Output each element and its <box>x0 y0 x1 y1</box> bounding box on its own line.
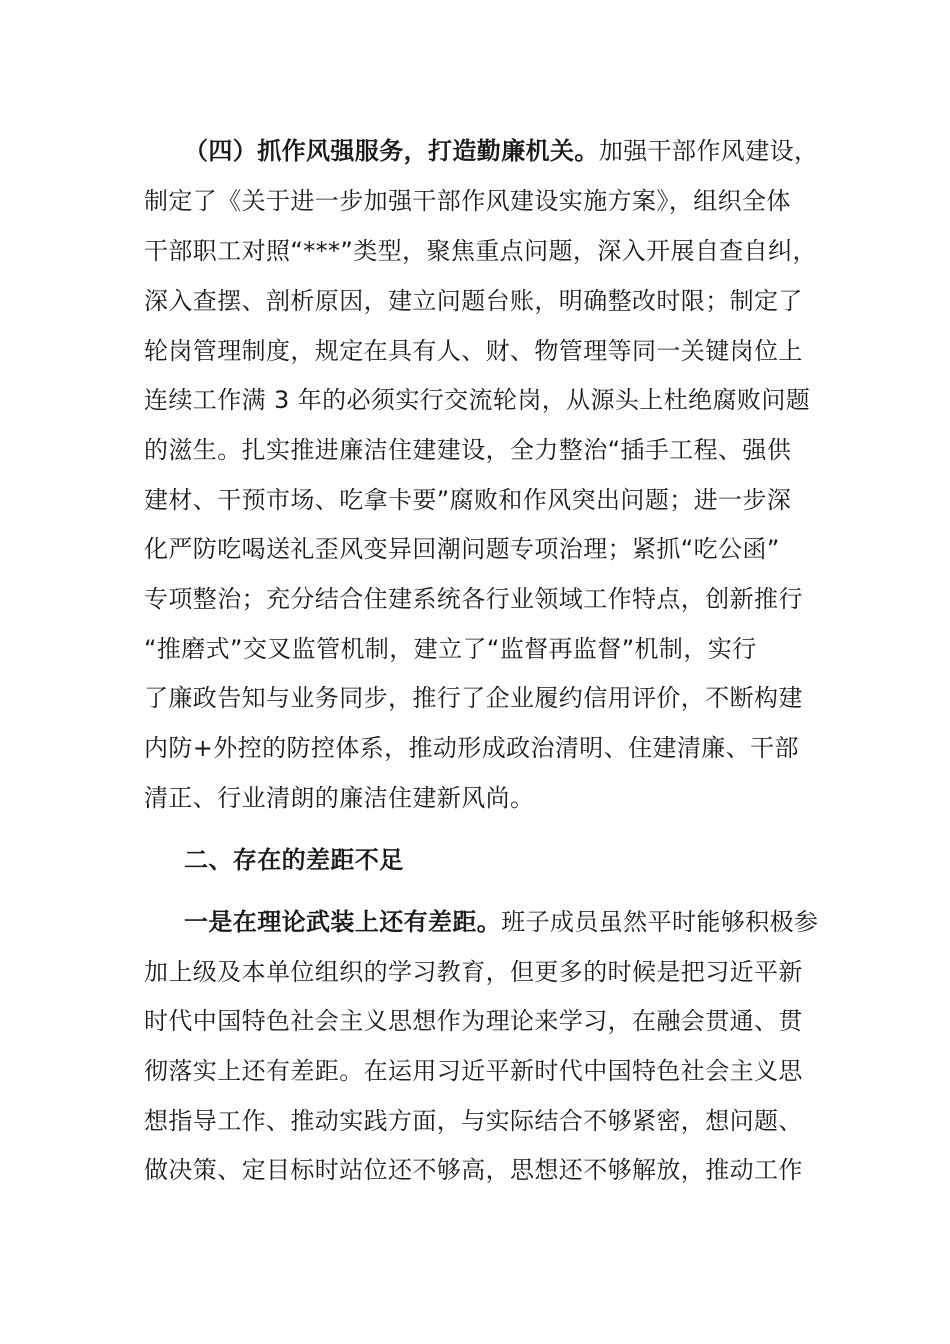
section-heading: 二、存在的差距不足 <box>184 846 404 874</box>
paragraph-line: 建材、干预市场、吃拿卡要”腐败和作风突出问题；进一步深 <box>144 486 792 514</box>
paragraph-line: 清正、行业清朗的廉洁住建新风尚。 <box>144 784 535 812</box>
paragraph-line: 时代中国特色社会主义思想作为理论来学习，在融会贯通、贯 <box>144 1007 803 1035</box>
paragraph-line: 制定了《关于进一步加强干部作风建设实施方案》，组织全体 <box>144 187 791 215</box>
item-heading: 一是在理论武装上还有差距。 <box>184 908 502 936</box>
paragraph-line: 连续工作满 3 年的必须实行交流轮岗，从源头上杜绝腐败问题 <box>144 386 811 414</box>
paragraph-line: 内防+外控的防控体系，推动形成政治清明、住建清廉、干部 <box>144 734 799 762</box>
paragraph-line: 做决策、定目标时站位还不够高，思想还不够解放，推动工作 <box>144 1156 803 1184</box>
paragraph-line: 化严防吃喝送礼歪风变异回潮问题专项治理；紧抓“吃公函” <box>144 535 780 563</box>
paragraph-line: 彻落实上还有差距。在运用习近平新时代中国特色社会主义思 <box>144 1057 803 1085</box>
paragraph-line: 干部职工对照“***”类型，聚焦重点问题，深入开展自查自纠， <box>144 237 817 265</box>
paragraph-text: 班子成员虽然平时能够积极参 <box>501 908 819 936</box>
paragraph-line: 轮岗管理制度，规定在具有人、财、物管理等同一关键岗位上 <box>144 337 803 365</box>
paragraph-line: 的滋生。扎实推进廉洁住建建设，全力整治“插手工程、强供 <box>144 436 792 464</box>
paragraph-text: 加强干部作风建设， <box>598 137 819 165</box>
paragraph-line <box>184 136 864 166</box>
paragraph-line: “推磨式”交叉监管机制，建立了“监督再监督”机制，实行 <box>144 635 757 663</box>
paragraph-line <box>184 907 864 937</box>
paragraph-line: 加上级及本单位组织的学习教育，但更多的时候是把习近平新 <box>144 958 803 986</box>
paragraph-line: 深入查摆、剖析原因，建立问题台账，明确整改时限；制定了 <box>144 287 803 315</box>
paragraph-line: 想指导工作、推动实践方面，与实际结合不够紧密，想问题、 <box>144 1107 803 1135</box>
paragraph-line: 专项整治；充分结合住建系统各行业领域工作特点，创新推行 <box>144 585 803 613</box>
paragraph-line: 了廉政告知与业务同步，推行了企业履约信用评价，不断构建 <box>144 684 803 712</box>
section-heading: （四）抓作风强服务，打造勤廉机关。 <box>184 137 599 165</box>
